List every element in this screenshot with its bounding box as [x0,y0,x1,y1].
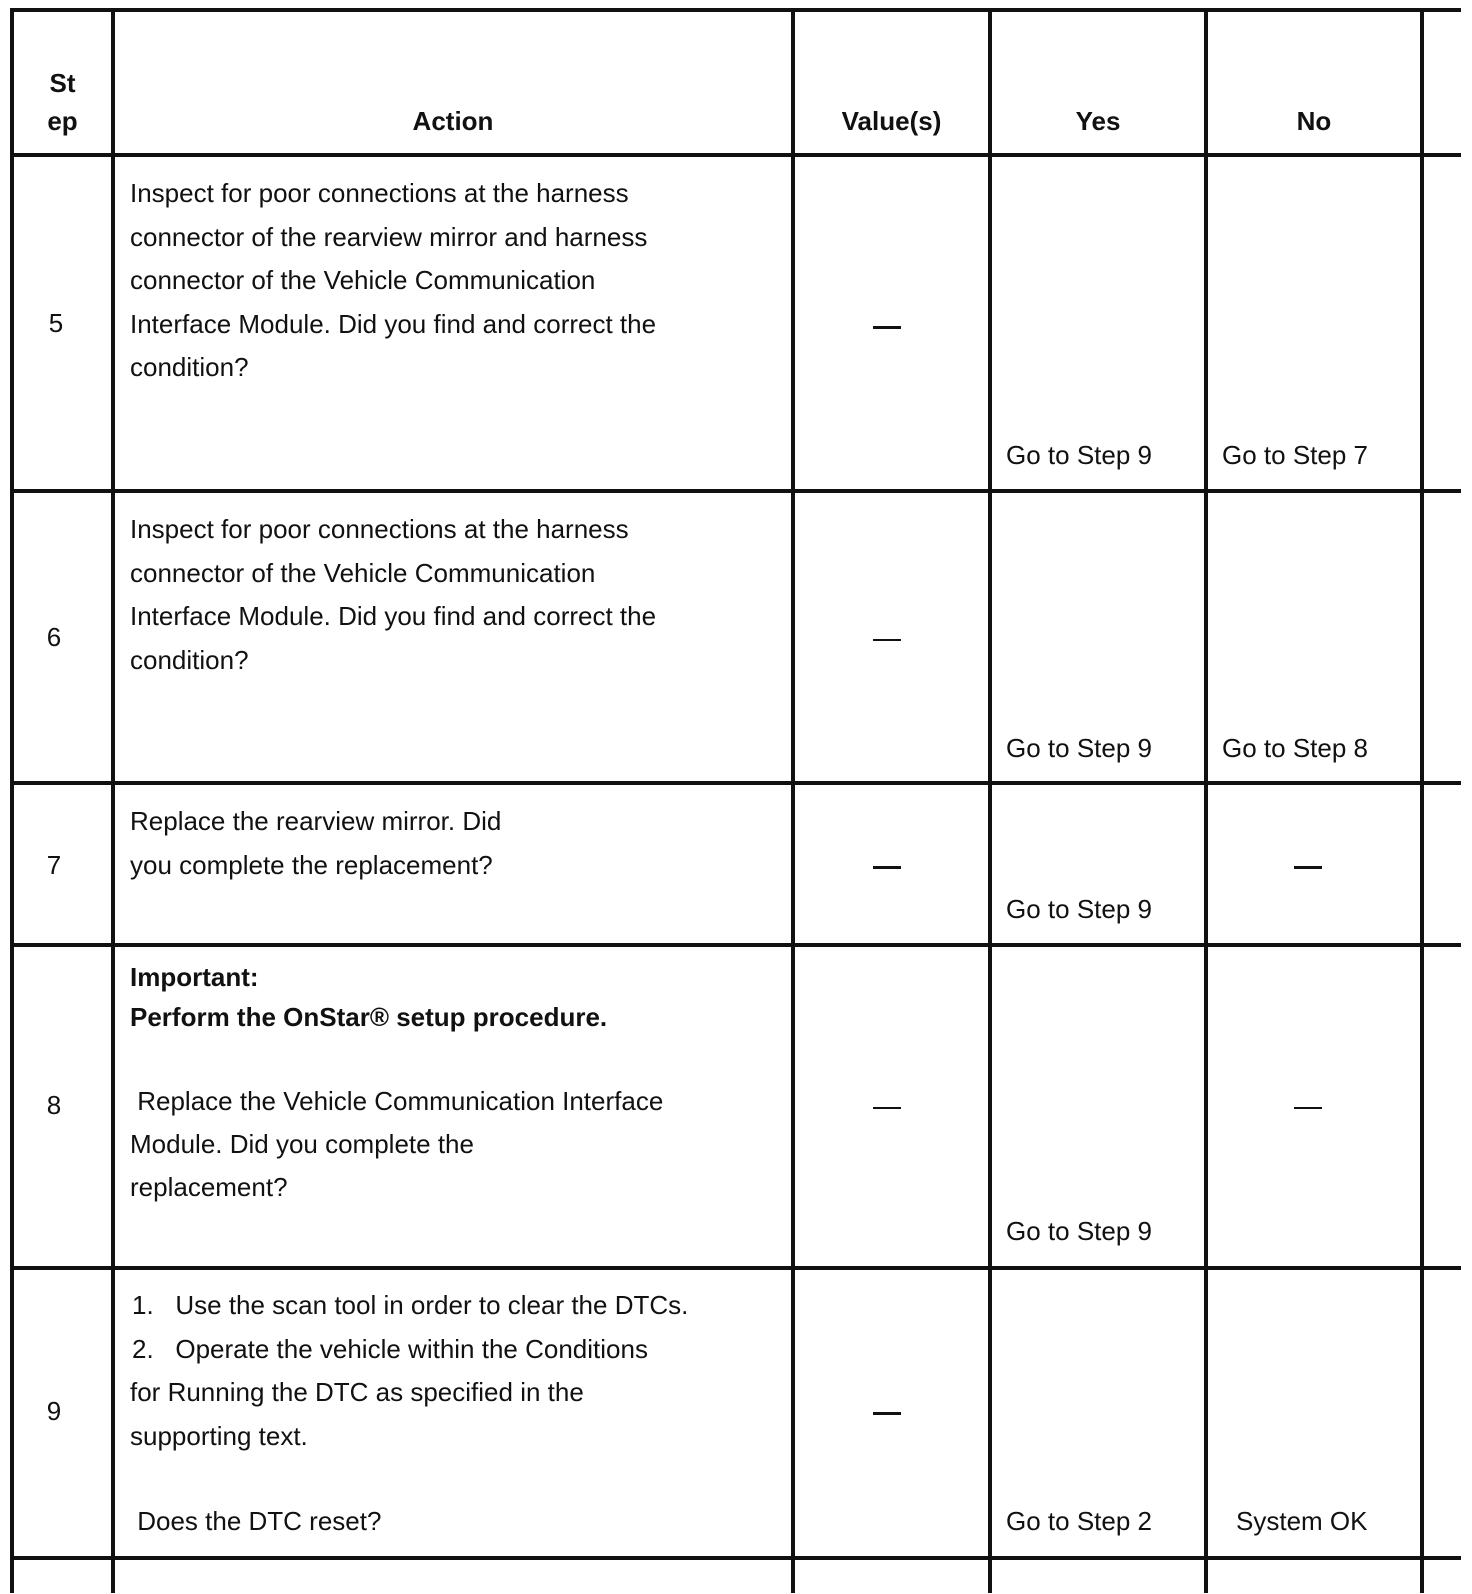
action-line: connector of the Vehicle Communication [130,265,596,295]
header-step-line2: ep [47,106,78,136]
action-question: Does the DTC reset? [130,1506,382,1536]
action-line: Replace the Vehicle Communication Interface [130,1086,664,1116]
action-line: connector of the rearview mirror and harness [130,222,648,252]
yes-result: Go to Step 9 [1006,1216,1152,1246]
value-none-dash [873,1107,901,1109]
action-line: connector of the Vehicle Communication [130,558,596,588]
no-result: Go to Step 8 [1222,733,1368,763]
value-none-dash [873,1412,901,1415]
column-divider-yes [1204,10,1208,1593]
table-border-left [10,10,14,1593]
action-line: condition? [130,352,249,382]
column-divider-action [791,10,795,1593]
table-border-bottom [10,1556,1461,1560]
table-border-right [1420,10,1424,1593]
action-line: Interface Module. Did you find and correct the [130,309,657,339]
header-action: Action [412,106,494,136]
value-none-dash [873,326,901,329]
no-result: System OK [1236,1506,1368,1536]
important-text: Perform the OnStar® setup procedure. [130,1002,608,1032]
action-line: Module. Did you complete the [130,1129,474,1159]
action-list-item: 2. Operate the vehicle within the Conditions [132,1334,648,1364]
no-result: Go to Step 7 [1222,440,1368,470]
step-number: 7 [46,850,62,880]
no-none-dash [1294,866,1322,869]
yes-result: Go to Step 9 [1006,440,1152,470]
action-list-item: 1. Use the scan tool in order to clear the DTCs. [132,1290,689,1320]
table-border-top [10,8,1461,12]
row-divider-header [10,153,1461,157]
step-number: 6 [46,622,62,652]
value-none-dash [873,639,901,641]
header-values: Value(s) [841,106,942,136]
action-line: Inspect for poor connections at the harness [130,178,629,208]
value-none-dash [873,866,901,869]
action-line: for Running the DTC as specified in the [130,1377,584,1407]
yes-result: Go to Step 2 [1006,1506,1152,1536]
action-line: condition? [130,645,249,675]
row-divider-7 [10,943,1461,947]
action-line: Inspect for poor connections at the harness [130,514,629,544]
action-line: supporting text. [130,1421,308,1451]
column-divider-step [111,10,115,1593]
action-line: you complete the replacement? [130,850,493,880]
header-step-line1: St [49,68,76,98]
no-none-dash [1294,1107,1322,1109]
row-divider-6 [10,781,1461,785]
row-divider-5 [10,489,1461,493]
header-no: No [1296,106,1332,136]
step-number: 9 [46,1396,62,1426]
action-line: Interface Module. Did you find and correct the [130,601,657,631]
step-number: 8 [46,1090,62,1120]
action-line: Replace the rearview mirror. Did [130,806,502,836]
column-divider-values [988,10,992,1593]
yes-result: Go to Step 9 [1006,894,1152,924]
yes-result: Go to Step 9 [1006,733,1152,763]
row-divider-8 [10,1266,1461,1270]
important-label: Important: [130,962,259,992]
step-number: 5 [48,308,64,338]
header-yes: Yes [1075,106,1121,136]
action-line: replacement? [130,1172,288,1202]
